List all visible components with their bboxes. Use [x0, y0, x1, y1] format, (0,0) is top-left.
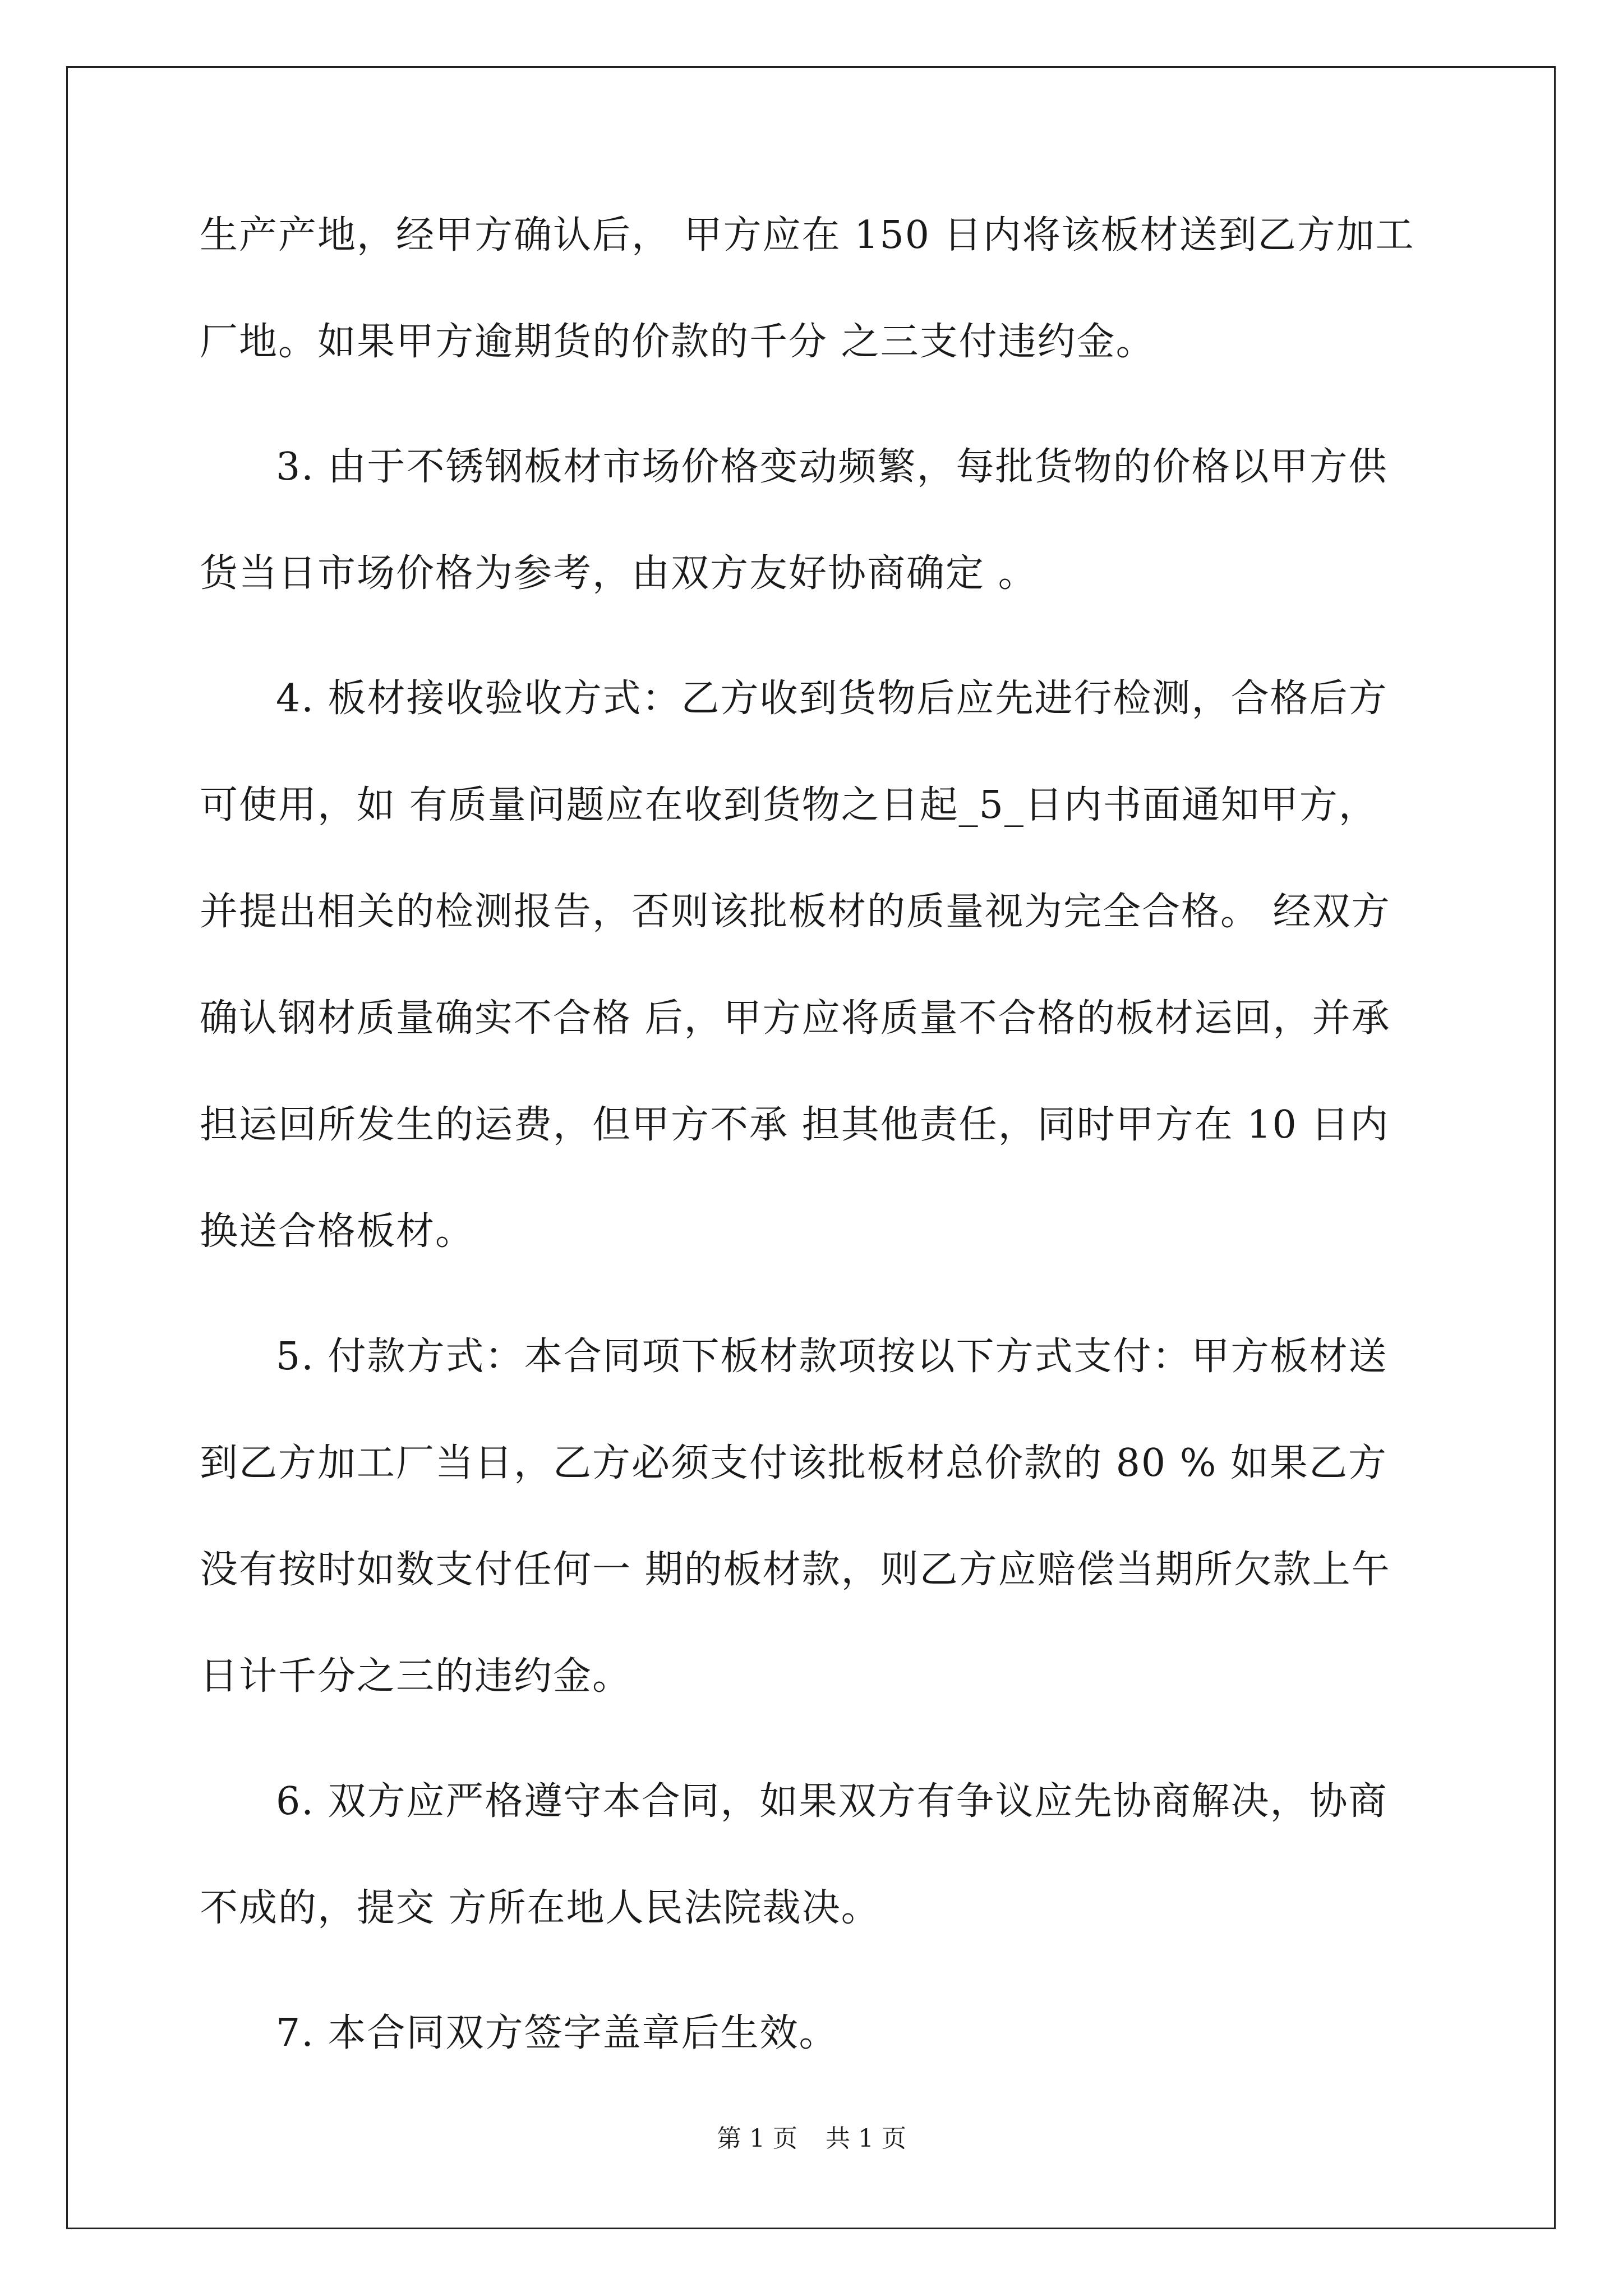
- text-line: 生产产地，经甲方确认后， 甲方应在 150 日内将该板材送到乙方加工: [200, 213, 1415, 257]
- paragraph-5-line: 5. 付款方式：本合同项下板材款项按以下方式支付：甲方板材送: [276, 1335, 1388, 1379]
- paragraph-4-line: 4. 板材接收验收方式：乙方收到货物后应先进行检测，合格后方: [276, 677, 1388, 721]
- page-number: 第 1 页: [717, 2124, 797, 2153]
- text-line: 日计千分之三的违约金。: [200, 1654, 632, 1699]
- text-line: 不成的，提交 方所在地人民法院裁决。: [200, 1886, 880, 1930]
- page-total: 共 1 页: [826, 2124, 906, 2153]
- text-line: 担运回所发生的运费，但甲方不承 担其他责任，同时甲方在 10 日内: [200, 1103, 1390, 1147]
- text-line: 没有按时如数支付任何一 期的板材款，则乙方应赔偿当期所欠款上午: [200, 1548, 1391, 1592]
- paragraph-7-line: 7. 本合同双方签字盖章后生效。: [276, 2011, 838, 2055]
- text-line: 到乙方加工厂当日，乙方必须支付该批板材总价款的 80 % 如果乙方: [200, 1441, 1387, 1485]
- text-line: 并提出相关的检测报告，否则该批板材的质量视为完全合格。 经双方: [200, 890, 1391, 934]
- text-line: 换送合格板材。: [200, 1209, 475, 1254]
- paragraph-3-line: 3. 由于不锈钢板材市场价格变动频繁，每批货物的价格以甲方供: [276, 445, 1388, 489]
- text-line: 厂地。如果甲方逾期货的价款的千分 之三支付违约金。: [200, 320, 1155, 364]
- paragraph-6-line: 6. 双方应严格遵守本合同，如果双方有争议应先协商解决，协商: [276, 1779, 1388, 1824]
- text-line: 货当日市场价格为参考，由双方友好协商确定 。: [200, 551, 1038, 596]
- text-line: 确认钢材质量确实不合格 后，甲方应将质量不合格的板材运回，并承: [200, 996, 1391, 1041]
- text-line: 可使用，如 有质量问题应在收到货物之日起_5_日内书面通知甲方，: [200, 783, 1378, 827]
- page-footer: [0, 2123, 1623, 2155]
